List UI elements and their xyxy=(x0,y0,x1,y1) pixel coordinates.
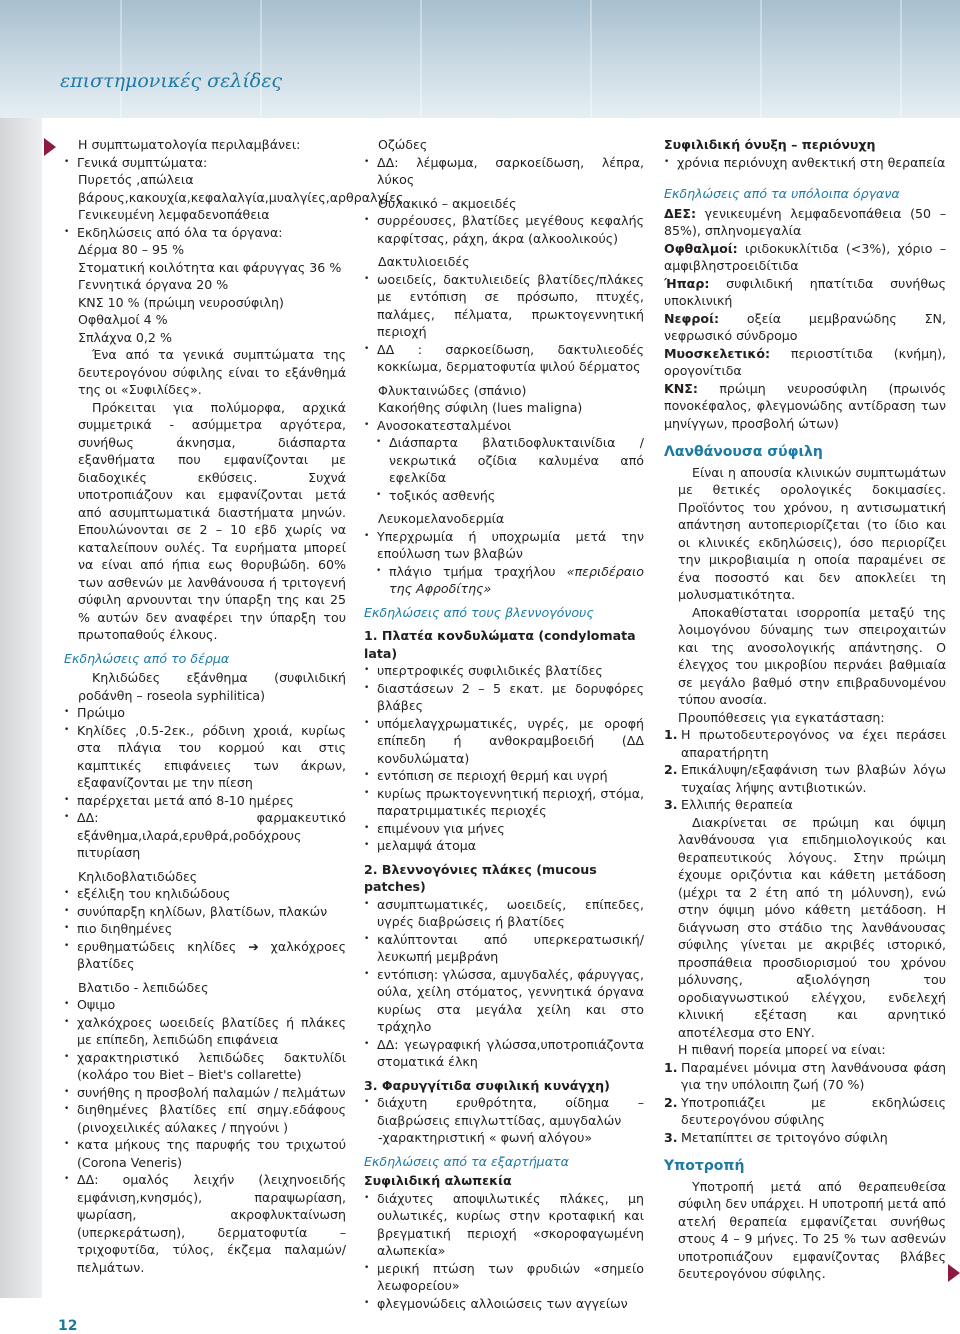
organ-text: πρώιμη νευροσύφιλη (πρωινός πονοκέφαλος, φλεγμονώδης αντίδραση των μηνίγγων, προσβολή ώτων) xyxy=(664,380,946,431)
list-item xyxy=(376,563,644,598)
organ-text: περιοστίτιδα (κνήμη), ορογονίτιδα xyxy=(664,345,946,378)
list-item: • Κηλίδες ,0.5-2εκ., ρόδινη χροιά, κυρίως στα πλάγια του κορμού και στις καμπτικές επιφάνειες των άκρων, εξαφανίζονται με την πίεση xyxy=(64,722,346,792)
item-text: Επικάλυψη/εξαφάνιση των βλαβών λόγω τυχαίας λήψης αντιβιοτικών. xyxy=(681,762,946,795)
list-item: • χαρακτηριστικό λεπιδώδες δακτυλίδι (κολάρο του Biet – Biet's collarette) xyxy=(64,1049,346,1084)
list-item: • Διάσπαρτα βλατιδοφλυκταινίδια / νεκρωτικά οζίδια καλυμένα από εφελκίδα xyxy=(376,434,644,487)
numbered-item xyxy=(664,1094,946,1129)
organ-label: Οφθαλμοί: xyxy=(664,240,738,256)
organ-label: ΔΕΣ: xyxy=(664,205,696,221)
pharyng-title: 3. Φαρυγγίτιδα συφιλική κυνάγχη) xyxy=(364,1077,610,1093)
header-band xyxy=(0,0,960,118)
column-3 xyxy=(664,136,946,1283)
list-item: • πιο διηθημένες xyxy=(64,920,346,938)
macular-title: Κηλιδώδες εξάνθημα (συφιλιδική ροδάνθη – roseola syphilitica) xyxy=(78,670,346,703)
subheading-appendages: Εκδηλώσεις από τα εξαρτήματα xyxy=(364,1153,569,1169)
numbered-item xyxy=(664,1059,946,1094)
list-item: • συνήθης η προσβολή παλαμών / πελμάτων xyxy=(64,1084,346,1102)
item-number: 3. xyxy=(664,1129,678,1145)
paragraph: Διακρίνεται σε πρώιμη και όψιμη λανθάνουσα για επιδημιολογικούς και θεραπευτικούς λόγους. Στην πρώιμη έχουμε οριζόντια και κάθετη μετάδοση (μέχρι τα 2 έτη από τη μόλυνση), ενώ στην όψιμη μόνο κάθετη μετάδοση. Η διάγνωση στο στάδιο της λανθάνουσας σύφιλης γίνεται με ακριβές ιστορικό, προσπάθεια προσδιορισμού του χρόνου μόλυνσης, αξιολόγηση του οροδιαγνωστικού ελέγχου, ενδελεχή κλινική εξέταση και αρνητικό αποτέλεσμα στο ΕΝΥ. xyxy=(678,814,946,1040)
list-item: • χαλκόχροες ωοειδείς βλατίδες ή πλάκες με επίπεδη, λεπιδώδη επιφάνεια xyxy=(64,1014,346,1049)
list-item: • ΔΔ: λέμφωμα, σαρκοείδωση, λέπρα, λύκος xyxy=(364,154,644,189)
paragraph: Αποκαθίσταται ισορροπία μεταξύ της λοιμογόνου δύναμης των σπειροχαιτών και της ανοσολογικής απάντησης. Ο έλεγχος του μικροβίου περνάει βαθμιαία σε μεγάλο βαθμό στην επιβραδυνομένου τύπου ανοσία. xyxy=(678,604,946,707)
list-item: • εξέλιξη του κηλιδώδους xyxy=(64,885,346,903)
subheading-skin: Εκδηλώσεις από το δέρμα xyxy=(64,650,230,666)
page-number: 12 xyxy=(58,1318,78,1334)
subheading-mucosa: Εκδηλώσεις από τους βλεννογόνους xyxy=(364,604,594,620)
organ-line xyxy=(664,240,946,275)
numbered-item xyxy=(664,726,946,761)
start-arrow-icon xyxy=(44,138,56,156)
intro-text: Η συμπτωματολογία περιλαμβάνει: xyxy=(78,137,301,152)
list-item: • Γενικά συμπτώματα: xyxy=(64,154,346,172)
list-item: Οφθαλμοί 4 % xyxy=(78,312,168,327)
list-item: • ωοειδείς, δακτυλιειδείς βλατίδες/πλάκες με εντόπιση σε πρόσωπο, πτυχές, παλάμες, πέλματα, πρωκτογεννητική περιοχή xyxy=(364,271,644,341)
list-item: • διάχυτη ερυθρότητα, οίδημα – διαβρώσεις επιγλωττίδας, αμυγδαλών xyxy=(364,1094,644,1129)
list-item: Σπλάχνα 0,2 % xyxy=(78,329,172,345)
heading-relapse: Υποτροπή xyxy=(664,1158,745,1174)
list-item: • μελαμψά άτομα xyxy=(364,837,644,855)
list-item: Ένα από τα γενικά συμπτώματα της δευτερογόνου σύφιλης είναι το εξάνθημά της οι «Συφιλίδες». xyxy=(78,347,346,397)
papular-title: Κηλιδοβλατιδώδες xyxy=(78,868,198,884)
numbered-item xyxy=(664,1129,946,1147)
left-margin-strip xyxy=(0,118,42,1298)
heading-latent: Λανθάνουσα σύφιλη xyxy=(664,444,823,460)
list-item: • υπερτροφικές συφιλιδικές βλατίδες xyxy=(364,662,644,680)
organ-text: οξεία μεμβρανώδης ΣΝ, νεφρωσικό σύνδρομο xyxy=(664,310,946,343)
organ-label: Νεφροί: xyxy=(664,310,720,326)
column-2 xyxy=(364,136,644,1312)
item-number: 2. xyxy=(664,762,678,777)
organ-label: Ήπαρ: xyxy=(664,275,710,291)
list-item: • μερική πτώση των φρυδιών «σημείο λεωφορείου» xyxy=(364,1260,644,1295)
list-item: ΚΝΣ 10 % (πρώιμη νευροσύφιλη) xyxy=(78,294,284,310)
list-item: • χρόνια περιόνυχη ανθεκτική στη θεραπεία xyxy=(664,154,946,172)
list-item: • συρρέουσες, βλατίδες μεγέθους κεφαλής καρφίτσας, ράχη, άκρα (αλκοολικούς) xyxy=(364,212,644,247)
list-item: • κυρίως πρωκτογεννητική περιοχή, στόμα, παρατριμματικές περιοχές xyxy=(364,785,644,820)
list-item: • εντόπιση σε περιοχή θερμή και υγρή xyxy=(364,767,644,785)
item-number: 1. xyxy=(664,727,678,742)
list-item: • ΔΔ: γεωγραφική γλώσσα,υποτροπιάζοντα στοματικά έλκη xyxy=(364,1036,644,1071)
list-item: Δέρμα 80 – 95 % xyxy=(78,242,185,257)
organ-line xyxy=(664,345,946,380)
paragraph: Υποτροπή μετά από θεραπευθείσα σύφιλη δεν υπάρχει. Η υποτροπή μετά από ατελή θεραπεία εμφανίζεται συνήθως στους 4 – 9 μήνες. Το 25 % των ασθενών υποτροπιάζουν εμφανίζοντας βλάβες δευτερογόνου σύφιλης. xyxy=(678,1178,946,1281)
list-item: Γεννητικά όργανα 20 % xyxy=(78,277,229,292)
alopecia-title: Συφιλιδική αλωπεκία xyxy=(364,1173,512,1188)
course-intro: Η πιθανή πορεία μπορεί να είναι: xyxy=(678,1042,886,1057)
leuko-sub-text: πλάγιο τμήμα τραχήλου xyxy=(389,563,567,579)
list-item: • Εκδηλώσεις από όλα τα όργανα: xyxy=(64,224,346,242)
leuko-title: Λευκομελανοδερμία xyxy=(378,511,505,526)
arrow-text-post: χαλκόχροες βλατίδες xyxy=(77,938,346,971)
organ-label: ΚΝΣ: xyxy=(664,380,698,396)
list-item: • Υπερχρωμία ή υποχρωμία μετά την επούλωση των βλαβών xyxy=(364,528,644,563)
list-item: • κατα μήκους της παρυφής του τριχωτού (Corona Veneris) xyxy=(64,1136,346,1171)
list-item: • ΔΔ : σαρκοείδωση, δακτυλιεοδές κοκκίωμα, δερματοφυτία ψιλού δέρματος xyxy=(364,341,644,376)
organ-line xyxy=(664,275,946,310)
scaly-title: Βλατιδο - λεπιδώδες xyxy=(78,979,209,995)
item-number: 1. xyxy=(664,1059,678,1075)
nodular-title: Οζώδες xyxy=(378,137,428,152)
item-number: 2. xyxy=(664,1094,678,1110)
list-item: • Ανοσοκατεσταλμένοι xyxy=(364,417,644,435)
item-number: 3. xyxy=(664,797,678,812)
list-item xyxy=(64,938,346,973)
paragraph: Είναι η απουσία κλινικών συμπτωμάτων με θετικές ορολογικές δοκιμασίες. Προϊόντος του χρόνου, η αντισωματική απάντηση αυτοπεριορίζεται (το ίδιο και οι κλινικές εκδηλώσεις), όσο περιορίζει την μικροβιαιμία η οποία παραμένει σε ένα ποσοστό και δεν αποκλείει τη μολυσματικότητα. xyxy=(678,464,946,602)
mucous-title: 2. Βλεννογόνιες πλάκες (mucous patches) xyxy=(364,861,597,894)
numbered-item xyxy=(664,796,946,814)
item-text: Η πρωτοδευτερογόνος να έχει περάσει απαρατήρητη xyxy=(681,727,946,760)
organ-line xyxy=(664,205,946,240)
list-item: • ΔΔ: ομαλός λειχήν (λειχηνοειδής εμφάνιση,κνησμός), παραψωρίαση, ψωρίαση, ακροφλυκταίνωση (υπερκεράτωση), δερματοφυτία – τριχοφυτίδα, τύλος, έκζεμα παλαμών/πελμάτων. xyxy=(64,1171,346,1276)
right-arrow-icon: ➔ xyxy=(248,938,259,954)
conditions-intro: Προυπόθεσεις για εγκατάσταση: xyxy=(678,709,885,725)
pharyng-extra: -χαρακτηριστική « φωνή αλόγου» xyxy=(378,1130,593,1145)
continue-arrow-icon xyxy=(948,1264,960,1282)
section-title: επιστημονικές σελίδες xyxy=(60,70,283,92)
list-item: • τοξικός ασθενής xyxy=(376,487,644,505)
list-item: • Οψιμο xyxy=(64,996,346,1014)
list-item: Στοματική κοιλότητα και φάρυγγας 36 % xyxy=(78,259,342,275)
list-item: • επιμένουν για μήνες xyxy=(364,820,644,838)
maligna-line: Κακοήθης σύφιλη (lues maligna) xyxy=(378,400,583,415)
list-item: Πυρετός ,απώλεια βάρους,κακουχία,κεφαλαλγία,μυαλγίες,αρθραλγίες xyxy=(78,172,404,205)
organ-text: γενικευμένη λεμφαδενοπάθεια (50 – 85%), σπληνομεγαλία xyxy=(664,205,946,238)
list-item: • διαστάσεων 2 – 5 εκατ. με δορυφόρες βλάβες xyxy=(364,680,644,715)
onych-title: Συφιλιδική όνυξη – περιόνυχη xyxy=(664,137,876,152)
item-text: Παραμένει μόνιμα στη λανθάνουσα φάση για την υπόλοιπη ζωή (70 %) xyxy=(681,1059,946,1092)
organ-text: συφιλιδική ηπατίτιδα συνήθως υποκλινική xyxy=(664,275,946,308)
subheading-other-organs: Εκδηλώσεις από τα υπόλοιπα όργανα xyxy=(664,186,900,201)
list-item: Γενικευμένη λεμφαδενοπάθεια xyxy=(78,207,270,222)
follicular-title: Θυλακικό – ακμοειδές xyxy=(378,195,517,211)
leuko-sub-italic: «περιδέραιο της Αφροδίτης» xyxy=(389,563,644,596)
list-item: • διάχυτες αποψιλωτικές πλάκες, μη ουλωτικές, κυρίως στην κροταφική και βρεγματική περιοχή «σκοροφαγωμένη αλωπεκία» xyxy=(364,1190,644,1260)
organ-line xyxy=(664,310,946,345)
organ-line xyxy=(664,380,946,433)
list-item: • εντόπιση: γλώσσα, αμυγδαλές, φάρυγγας, ούλα, χείλη στόματος, γεννητικά όργανα κυρίως στα μεγάλα χείλη και στο τράχηλο xyxy=(364,966,644,1036)
organ-label: Μυοσκελετικό: xyxy=(664,345,771,361)
list-item: • Πρώιμο xyxy=(64,704,346,722)
list-item: • ΔΔ: φαρμακευτικό εξάνθημα,ιλαρά,ερυθρά,ροδόχρους πιτυρίαση xyxy=(64,809,346,862)
arrow-text-pre: ερυθηματώδεις κηλίδες xyxy=(77,938,237,954)
paragraph: Πρόκειται για πολύμορφα, αρχικά συμμετρικά - ασύμμετρα αργότερα, συνήθως άκνησμα, διάσπαρτα εξανθήματα που εμφανίζονται με διαδοχικές εκθύσεις. Συχνά υποτροπιάζουν και εμφανίζονται μετά από ασυμπτωματικά διαστήματα μηνών. Επουλώνονται σε 2 – 10 εβδ χωρίς να καταλείπουν ουλές. Τα ευρήματα μπορεί να είναι από ήπια εως θορυβώδη. 60% των ασθενών με λανθάνουσα ή τριτογενή σύφιλη αρνουνται την ύπαρξη της και 25 % αυτών δεν αναφέρει την ύπαρξη του πρωτοπαθούς έλκους. xyxy=(78,399,346,642)
condyl-title: 1. Πλατέα κονδυλώματα (condylomata lata) xyxy=(364,628,636,661)
annular-title: Δακτυλιοειδές xyxy=(378,254,470,269)
item-text: Ελλιπής θεραπεία xyxy=(681,797,793,812)
list-item: • συνύπαρξη κηλίδων, βλατίδων, πλακών xyxy=(64,903,346,921)
list-item: • διηθημένες βλατίδες επί σημγ.εδάφους (ρινοχειλικές αύλακες / πηγούνι ) xyxy=(64,1101,346,1136)
list-item: • καλύπτονται από υπερκερατωσική/λευκωπή μεμβράνη xyxy=(364,931,644,966)
pustular-title: Φλυκταινώδες (σπάνιο) xyxy=(378,382,527,398)
organ-text: ιριδοκυκλίτιδα (<3%), χόριο – αμφιβληστροειδίτιδα xyxy=(664,240,946,273)
list-item: • υπόμελαγχρωματικές, υγρές, με οροφή επίπεδη ή ανθοκραμβοειδή (ΔΔ κονδυλώματα) xyxy=(364,715,644,768)
item-text: Μεταπίπτει σε τριτογόνο σύφιλη xyxy=(681,1129,888,1145)
list-item: • ασυμπτωματικές, ωοειδείς, επίπεδες, υγρές διαβρώσεις ή βλατίδες xyxy=(364,896,644,931)
numbered-item xyxy=(664,761,946,796)
item-text: Υποτροπιάζει με εκδηλώσεις δευτερογόνου σύφιλης xyxy=(681,1094,946,1127)
list-item: • παρέρχεται μετά από 8-10 ημέρες xyxy=(64,792,346,810)
list-item: • φλεγμονώδεις αλλοιώσεις των αγγείων xyxy=(364,1295,644,1313)
